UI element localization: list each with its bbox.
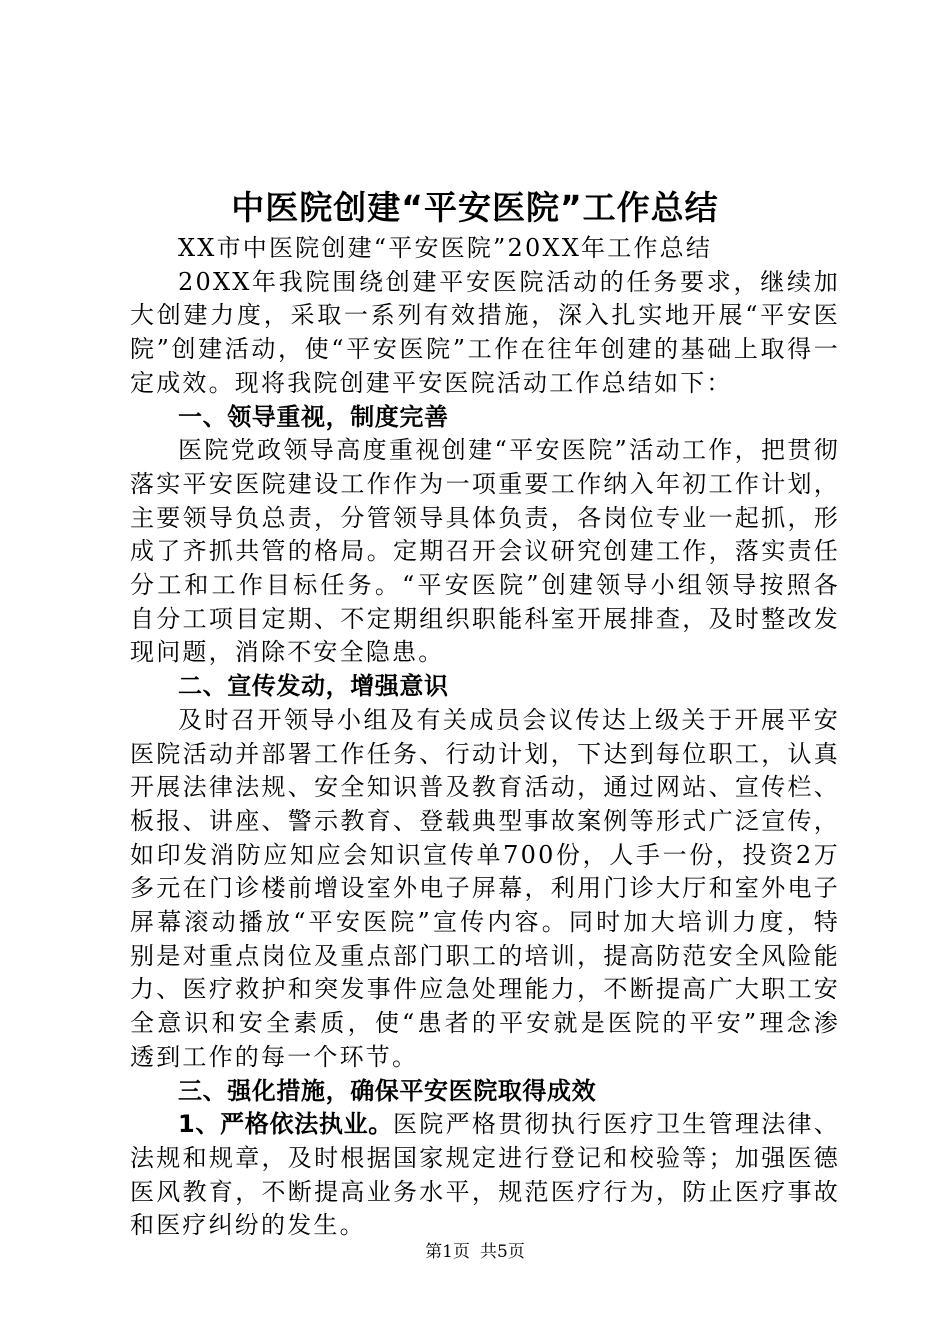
document-title: 中医院创建“平安医院”工作总结 bbox=[231, 188, 719, 227]
item-paragraph-1 bbox=[130, 1108, 840, 1243]
section-heading-2: 二、宣传发动，增强意识 bbox=[178, 672, 449, 701]
page-number: 第1页 bbox=[425, 1242, 470, 1262]
section-heading-1: 一、领导重视，制度完善 bbox=[178, 402, 449, 431]
document-subtitle: XX市中医院创建“平安医院”20XX年工作总结 bbox=[178, 234, 713, 262]
item-lead-1: 1、严格依法执业。 bbox=[178, 1110, 393, 1139]
document-body bbox=[130, 232, 840, 1243]
page-footer bbox=[0, 1240, 950, 1264]
section-paragraph-1: 医院党政领导高度重视创建“平安医院”活动工作，把贯彻落实平安医院建设工作作为一项重要工作纳入年初工作计划，主要领导负总责，分管领导具体负责，各岗位专业一起抓，形成了齐抓共管的格局。定期召开会议研究创建工作，落实责任分工和工作目标任务。“平安医院”创建领导小组领导按照各自分工项目定期、不定期组织职能科室开展排查，及时整改发现问题，消除不安全隐患。 bbox=[130, 436, 840, 667]
item-text-1: 医院严格贯彻执行医疗卫生管理法律、法规和规章，及时根据国家规定进行登记和校验等；加强医德医风教育，不断提高业务水平，规范医疗行为，防止医疗事故和医疗纠纷的发生。 bbox=[130, 1110, 840, 1240]
intro-paragraph: 20XX年我院围绕创建平安医院活动的任务要求，继续加大创建力度，采取一系列有效措施，深入扎实地开展“平安医院”创建活动，使“平安医院”工作在往年创建的基础上取得一定成效。现将我院创建平安医院活动工作总结如下： bbox=[130, 267, 840, 397]
section-paragraph-2: 及时召开领导小组及有关成员会议传达上级关于开展平安医院活动并部署工作任务、行动计划，下达到每位职工，认真开展法律法规、安全知识普及教育活动，通过网站、宣传栏、板报、讲座、警示教育、登载典型事故案例等形式广泛宣传，如印发消防应知应会知识宣传单700份，人手一份，投资2万多元在门诊楼前增设室外电子屏幕，利用门诊大厅和室外电子屏幕滚动播放“平安医院”宣传内容。同时加大培训力度，特别是对重点岗位及重点部门职工的培训，提高防范安全风险能力、医疗救护和突发事件应急处理能力，不断提高广大职工安全意识和安全素质，使“患者的平安就是医院的平安”理念渗透到工作的每一个环节。 bbox=[130, 705, 840, 1071]
section-heading-3: 三、强化措施，确保平安医院取得成效 bbox=[178, 1076, 597, 1105]
page-total: 共5页 bbox=[480, 1242, 525, 1262]
